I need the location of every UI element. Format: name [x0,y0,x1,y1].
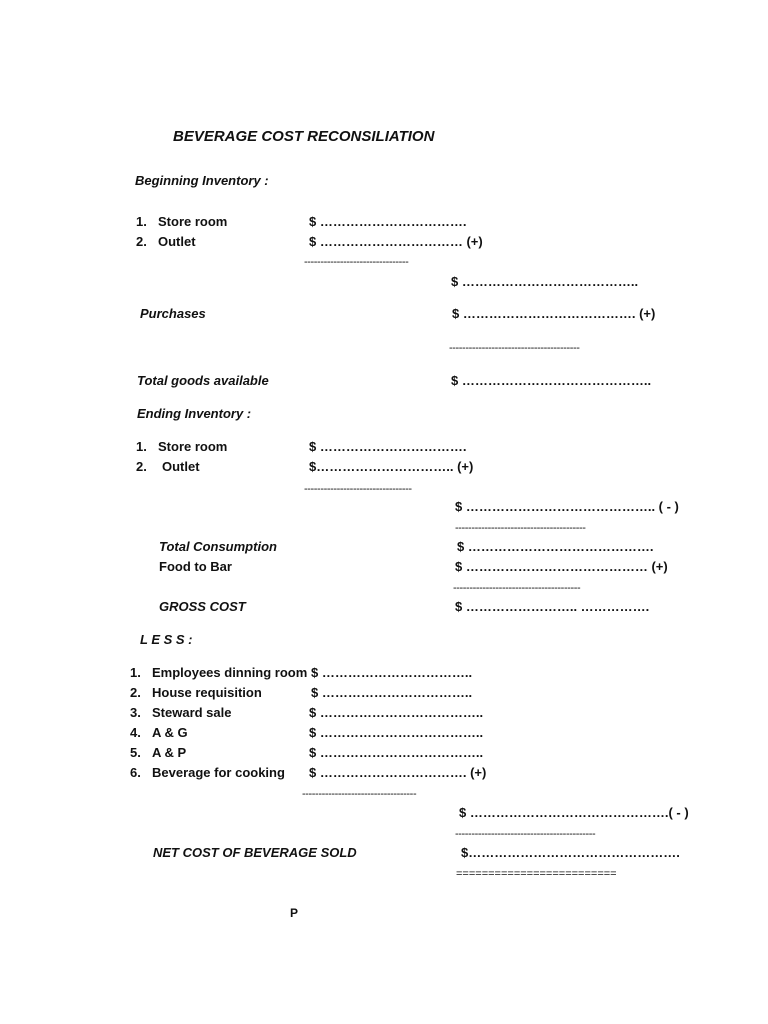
food-to-bar-value: $ …………………………………… (+) [455,559,668,574]
beginning-subtotal: $ ………………………………….. [451,274,639,289]
less-item-label: A & G [152,725,188,740]
net-cost-double-rule: ========================= [456,868,617,880]
ending-item-value: $………………………….. (+) [309,459,474,474]
net-cost-value: $…………………………………………. [461,845,680,860]
less-item-value: $ ……………………………….. [309,745,484,760]
ending-subtotal-separator: ---------------------------------------- [455,522,586,534]
gross-cost-value: $ …………………….. ……………. [455,599,650,614]
less-item-value: $ ……………………………….. [309,705,484,720]
beginning-inventory-heading: Beginning Inventory : [135,173,269,188]
ending-inventory-heading: Ending Inventory : [137,406,252,421]
less-item-number: 1. [130,665,141,680]
ending-item-label: Outlet [162,459,200,474]
less-item-label: A & P [152,745,187,760]
total-consumption-value: $ ……………………………………. [457,539,654,554]
beginning-separator: -------------------------------- [304,256,409,268]
less-item-value: $ ……………………………….. [309,725,484,740]
less-item-value: $ …………………………….. [311,685,473,700]
less-item-number: 6. [130,765,141,780]
total-consumption-label: Total Consumption [159,539,277,554]
less-item-value: $ …………………………….. [311,665,473,680]
less-subtotal-separator: ------------------------------------------- [455,828,596,840]
beginning-item-value: $ …………………………… (+) [309,234,483,249]
less-heading: L E S S : [140,632,193,647]
less-item-label: Beverage for cooking [152,765,285,780]
ending-separator: --------------------------------- [304,483,412,495]
less-item-number: 4. [130,725,141,740]
purchases-label: Purchases [140,306,206,321]
page-mark: P [290,906,299,920]
gross-cost-label: GROSS COST [159,599,246,614]
ending-subtotal: $ …………………………………….. ( - ) [455,499,679,514]
food-to-bar-label: Food to Bar [159,559,232,574]
beginning-item-number: 1. [136,214,147,229]
purchases-separator: ---------------------------------------- [449,342,580,354]
beginning-item-label: Outlet [158,234,196,249]
ending-item-number: 1. [136,439,147,454]
less-subtotal: $ ……………………………………….( - ) [459,805,689,820]
consumption-separator: --------------------------------------- [453,582,581,594]
beginning-item-label: Store room [158,214,228,229]
page-title: BEVERAGE COST RECONSILIATION [173,128,435,145]
beginning-item-value: $ ……………………………. [309,214,467,229]
purchases-value: $ …………………………………. (+) [452,306,656,321]
less-item-number: 2. [130,685,141,700]
less-item-number: 5. [130,745,141,760]
total-goods-value: $ …………………………………….. [451,373,652,388]
ending-item-label: Store room [158,439,228,454]
less-item-number: 3. [130,705,141,720]
less-separator: ----------------------------------- [302,788,417,800]
beginning-item-number: 2. [136,234,147,249]
ending-item-value: $ ……………………………. [309,439,467,454]
less-item-label: Steward sale [152,705,232,720]
less-item-label: House requisition [152,685,262,700]
less-item-value: $ ……………………………. (+) [309,765,487,780]
total-goods-label: Total goods available [137,373,269,388]
less-item-label: Employees dinning room [152,665,308,680]
net-cost-label: NET COST OF BEVERAGE SOLD [153,845,357,860]
ending-item-number: 2. [136,459,147,474]
